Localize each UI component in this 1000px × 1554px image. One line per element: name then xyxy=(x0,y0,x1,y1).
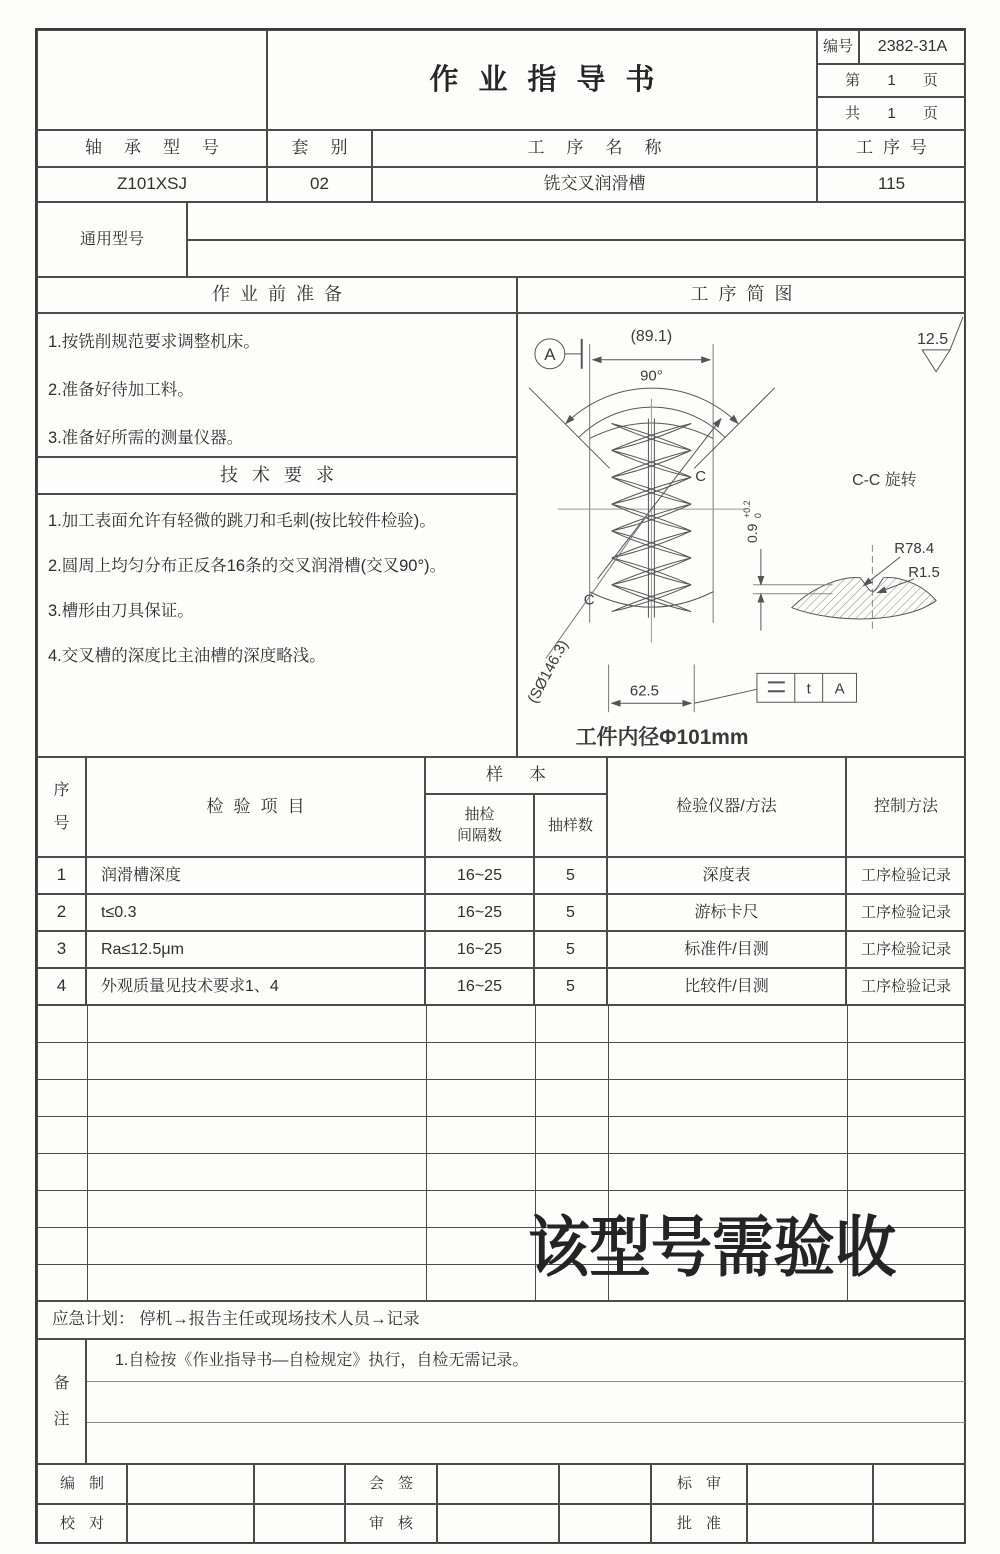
col-header-interval xyxy=(425,794,534,857)
row-no: 1 xyxy=(37,857,86,894)
radius-main-label: R78.4 xyxy=(894,539,935,557)
technical-item: 1.加工表面允许有轻微的跳刀和毛刺(按比较件检验)。 xyxy=(48,512,436,530)
preparation-list xyxy=(37,313,517,457)
table-column-line xyxy=(426,1006,427,1300)
empty-row xyxy=(38,1080,965,1117)
total-pages: 1 xyxy=(887,104,896,122)
empty-row xyxy=(38,1043,965,1080)
row-control: 工序检验记录 xyxy=(846,968,966,1005)
row-control: 工序检验记录 xyxy=(846,931,966,968)
prepared-by-label: 编制 xyxy=(37,1464,127,1504)
row-interval: 16~25 xyxy=(425,931,534,968)
empty-row xyxy=(38,1006,965,1043)
page-number: 1 xyxy=(887,71,896,89)
depth-tol-upper: +0.2 xyxy=(741,500,752,519)
col-interval-line2: 间隔数 xyxy=(456,827,502,844)
row-item: 润滑槽深度 xyxy=(86,857,425,894)
remarks-line xyxy=(87,1340,965,1382)
reviewed-by-label: 审核 xyxy=(345,1504,437,1544)
section-profile xyxy=(792,578,936,619)
process-name-label: 工序名称 xyxy=(372,130,817,167)
depth-value: 0.9 xyxy=(743,523,760,543)
remarks-line-empty xyxy=(87,1382,965,1423)
sphere-leader-line xyxy=(546,509,652,658)
standards-review-date xyxy=(873,1464,966,1504)
row-interval: 16~25 xyxy=(425,857,534,894)
page-suffix: 页 xyxy=(922,71,938,89)
row-interval: 16~25 xyxy=(425,894,534,931)
checked-by-date xyxy=(254,1504,345,1544)
set-value: 02 xyxy=(267,167,372,202)
remarks-label-bottom: 注 xyxy=(53,1411,70,1429)
page-prefix: 第 xyxy=(845,71,861,89)
countersign-label: 会签 xyxy=(345,1464,437,1504)
col-seq-top: 序 xyxy=(53,782,70,800)
standards-review-signature xyxy=(747,1464,873,1504)
common-model-line-1 xyxy=(187,202,966,240)
col-header-method: 检验仪器/方法 xyxy=(607,757,846,857)
common-model-label: 通用型号 xyxy=(37,202,187,277)
tolerance-value: t xyxy=(806,680,811,698)
roughness-value: 12.5 xyxy=(917,330,949,348)
remarks-label-top: 备 xyxy=(53,1374,70,1392)
row-item: Ra≤12.5μm xyxy=(86,931,425,968)
section-cut-line xyxy=(598,419,721,579)
countersign-signature xyxy=(437,1464,559,1504)
row-no: 4 xyxy=(37,968,86,1005)
row-control: 工序检验记录 xyxy=(846,894,966,931)
radius-groove-label: R1.5 xyxy=(908,563,940,581)
technical-item: 4.交叉槽的深度比主油槽的深度略浅。 xyxy=(48,647,326,665)
checked-by-label: 校对 xyxy=(37,1504,127,1544)
preparation-item: 1.按铣削规范要求调整机床。 xyxy=(48,333,260,351)
common-model-line-2 xyxy=(187,240,966,277)
col-header-count: 抽样数 xyxy=(534,794,607,857)
section-letter-lower: C xyxy=(583,591,595,609)
total-prefix: 共 xyxy=(845,104,861,122)
col-header-seq xyxy=(37,757,86,857)
section-letter-upper: C xyxy=(695,468,706,486)
standards-review-label: 标审 xyxy=(651,1464,747,1504)
remarks-line-empty xyxy=(87,1423,965,1465)
row-count: 5 xyxy=(534,894,607,931)
bore-note: 工件内径Φ101mm xyxy=(575,726,749,750)
approved-by-label: 批准 xyxy=(651,1504,747,1544)
technical-item: 3.槽形由刀具保证。 xyxy=(48,602,194,620)
emergency-plan: 应急计划： 停机→报告主任或现场技术人员→记录 xyxy=(37,1301,966,1339)
row-no: 3 xyxy=(37,931,86,968)
row-method: 比较件/目测 xyxy=(607,968,846,1005)
remarks-content xyxy=(86,1339,966,1464)
width-dimension: (89.1) xyxy=(630,327,673,345)
remarks-label xyxy=(37,1339,86,1464)
section-view-title: C-C 旋转 xyxy=(852,472,917,490)
sheet-border xyxy=(35,28,966,1544)
col-sample-right: 本 xyxy=(529,765,546,785)
row-control: 工序检验记录 xyxy=(846,857,966,894)
row-count: 5 xyxy=(534,857,607,894)
row-no: 2 xyxy=(37,894,86,931)
preparation-item: 2.准备好待加工料。 xyxy=(48,381,194,399)
roughness-icon xyxy=(917,317,963,372)
doc-no-value: 2382-31A xyxy=(859,30,966,64)
preparation-header: 作业前准备 xyxy=(37,277,517,313)
row-item: 外观质量见技术要求1、4 xyxy=(86,968,425,1005)
sphere-dimension: (SØ146.3) xyxy=(524,637,572,707)
depth-tol-lower: 0 xyxy=(752,513,763,519)
row-interval: 16~25 xyxy=(425,968,534,1005)
set-label: 套别 xyxy=(267,130,372,167)
col-header-sample xyxy=(425,757,607,794)
checked-by-signature xyxy=(127,1504,254,1544)
angle-side-line xyxy=(694,388,775,469)
parallelism-icon xyxy=(768,682,785,691)
leader-line xyxy=(694,689,757,703)
datum-letter: A xyxy=(544,344,556,364)
tolerance-datum: A xyxy=(834,680,845,698)
groove-span-dimension: 62.5 xyxy=(629,682,659,700)
col-sample-left: 样 xyxy=(486,765,503,785)
angle-side-line xyxy=(529,388,610,469)
process-diagram-cell xyxy=(517,313,966,757)
total-pages-cell xyxy=(817,97,966,130)
row-count: 5 xyxy=(534,968,607,1005)
preparation-item: 3.准备好所需的测量仪器。 xyxy=(48,429,244,447)
acceptance-stamp: 该型号需验收 xyxy=(528,1210,897,1284)
datum-a-icon xyxy=(535,339,582,369)
logo-cell xyxy=(37,30,267,130)
tolerance-frame xyxy=(757,673,857,702)
technical-item: 2.圆周上均匀分布正反各16条的交叉润滑槽(交叉90°)。 xyxy=(48,557,447,575)
process-no-label: 工序号 xyxy=(817,130,966,167)
reviewed-by-date xyxy=(559,1504,651,1544)
approved-by-signature xyxy=(747,1504,873,1544)
total-suffix: 页 xyxy=(922,104,938,122)
prepared-by-signature xyxy=(127,1464,254,1504)
process-no-value: 115 xyxy=(817,167,966,202)
diagram-header: 工序简图 xyxy=(517,277,966,313)
doc-title: 作业指导书 xyxy=(267,30,817,130)
prepared-by-date xyxy=(254,1464,345,1504)
empty-row xyxy=(38,1117,965,1154)
col-seq-bottom: 号 xyxy=(53,814,70,832)
bearing-model-label: 轴承型号 xyxy=(37,130,267,167)
row-method: 游标卡尺 xyxy=(607,894,846,931)
empty-row xyxy=(38,1154,965,1191)
reviewed-by-signature xyxy=(437,1504,559,1544)
process-name-value: 铣交叉润滑槽 xyxy=(372,167,817,202)
countersign-date xyxy=(559,1464,651,1504)
row-method: 标准件/目测 xyxy=(607,931,846,968)
row-count: 5 xyxy=(534,931,607,968)
technical-header: 技术要求 xyxy=(37,457,517,494)
col-interval-line1: 抽检 xyxy=(464,806,495,823)
col-header-control: 控制方法 xyxy=(846,757,966,857)
page-number-cell xyxy=(817,64,966,97)
row-item: t≤0.3 xyxy=(86,894,425,931)
doc-no-label: 编号 xyxy=(817,30,859,64)
angle-dimension: 90° xyxy=(640,367,663,385)
row-method: 深度表 xyxy=(607,857,846,894)
technical-list xyxy=(37,494,517,757)
approved-by-date xyxy=(873,1504,966,1544)
col-header-item: 检验项目 xyxy=(86,757,425,857)
remarks-text: 1.自检按《作业指导书—自检规定》执行，自检无需记录。 xyxy=(115,1351,529,1369)
process-diagram xyxy=(518,314,965,756)
table-column-line xyxy=(87,1006,88,1300)
bearing-model-value: Z101XSJ xyxy=(37,167,267,202)
